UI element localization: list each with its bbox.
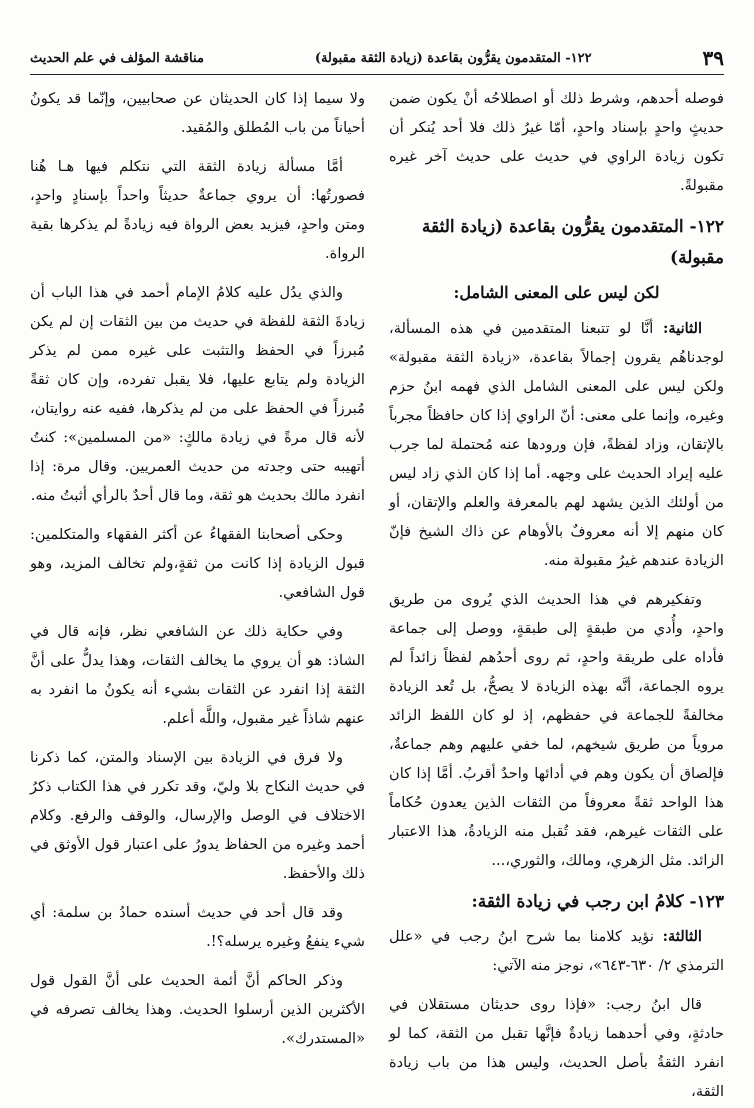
paragraph-text: نؤيد كلامنا بما شرح ابنُ رجب في «علل الترمذي ٢/ ٦٣٠-٦٤٣»، نوجز منه الآتي: — [389, 928, 724, 974]
right-column — [389, 84, 724, 1100]
page-number: ٣٩ — [702, 46, 724, 70]
paragraph: وحكى أصحابنا الفقهاءُ عن أكثر الفقهاء والمتكلمين: قبول الزيادة إذا كانت من ثقةٍ،ولم تخالف المزيد، وهو قول الشافعي. — [30, 526, 365, 601]
section-heading-123: ١٢٣- كلامُ ابن رجب في زيادة الثقة: — [471, 892, 724, 912]
paragraph: وقد قال أحد في حديث أسنده حمادُ بن سلمة: أي شيء ينفعُ وغيره يرسله؟!. — [30, 904, 365, 950]
paragraph-lead: الثانية: — [662, 320, 703, 337]
paragraph: ولا سيما إذا كان الحديثان عن صحابيين، وإنّما قد يكونُ أحياناً من باب المُطلق والمُقيد. — [30, 90, 365, 136]
paragraph-lead: الثالثة: — [662, 928, 702, 945]
paragraph: فوصله أحدهم، وشرط ذلك أو اصطلاحُه أنْ يكون ضمن حديثٍ واحدٍ بإسناد واحدٍ، أمّا غيرُ ذلك فلا أحد يُنكر أن تكون زيادة الراوي في حديث على حديث آخر غيره مقبولةً. — [389, 90, 724, 194]
page-header — [30, 44, 724, 72]
paragraph — [389, 314, 724, 575]
paragraph — [389, 922, 724, 980]
paragraph-text: أنَّا لو تتبعنا المتقدمين في هذه المسألة، لوجدناهُم يقرون إجمالاً بقاعدة، «زيادة الثقة مقبولة» ولكن ليس على المعنى الشامل الذي فهمه ابنُ حزم وغيره، وإنما على معنى: أنّ الراوي إذا كان حافظاً مجرباً بالإتقان، وزاد لفظةً، فإن ورودها عنه مُحتملة لما جرب عليه إيراد الحديث على وجهه. أما إذا كان الذي زاد ليس من أولئك الذين يشهد لهم بالمعرفة والعلم والإتقان، أو كان منهم إلا أنه معروفٌ بالأوهام عن ذاك الشيخ فإنّ الزيادة عندهم غيرُ مقبولة منه. — [389, 320, 724, 569]
header-rule — [30, 74, 724, 75]
running-title: ١٢٢- المتقدمون يقرُّون بقاعدة (زيادة الثقة مقبولة) — [314, 50, 592, 66]
book-title: مناقشة المؤلف في علم الحديث — [30, 50, 204, 66]
paragraph: قال ابنُ رجب: «فإذا روى حديثان مستقلان في حادثةٍ، وفي أحدهما زيادةٌ فإنَّها تقبل من الثقة، كما لو انفرد الثقةُ بأصل الحديث، وليس هذا من باب زيادة الثقة، — [389, 996, 724, 1100]
section-subheading-122: لكن ليس على المعنى الشامل: — [453, 283, 660, 302]
paragraph: والذي يدُل عليه كلامُ الإمام أحمد في هذا الباب أن زيادةَ الثقة للفظة في حديث من بين الثقات إن لم يكن مُبرزاً في الحفظ والتثبت على غيره ممن لم يذكر الزيادة ولم يتابع عليها، فلا يقبل تفرده، وإن كان ثقةً مُبرزاً في الحفظ على من لم يذكرها، ففيه عنه روايتان، لأنه قال مرةً في زيادة مالكٍ: «من المسلمين»: كنتُ أتهيبه حتى وجدته من حديث العمريين. وقال مرة: إذا انفرد مالك بحديث هو ثقة، وما قال أحدٌ بالرأي أثبتُ منه. — [30, 284, 365, 504]
paragraph: وتفكيرهم في هذا الحديث الذي يُروى من طريق واحدٍ، وأُدي من طبقةٍ إلى طبقةٍ، ووصل إلى جماعة فأداه على طريقة واحدٍ، ثم روى أحدُهم لفظاً زائداً لم يروه الجماعة، أنَّه بهذه الزيادة لا يصحُّ، بل تُعد الزيادة مخالفةً للجماعة في حفظهم، إذ لو كان اللفظ الزائد مروياً من طريق شيخهم، لما خفي عليهم وهم جماعةٌ، فإلصاق أن يكون وهم في أدائها واحدٌ أقربُ. أمَّا إذا كان هذا الواحد ثقةً معروفاً من الثقات الذين يعدون حُكاماً على الثقات غيرهم، فقد تُقبل منه الزيادةُ، هذا الاعتبار الزائد. مثل الزهري، ومالك، والثوري،... — [389, 591, 724, 869]
paragraph: وذكر الحاكم أنَّ أئمة الحديث على أنَّ القول قول الأكثرين الذين أرسلوا الحديث. وهذا يخالف تصرفه في «المستدرك». — [30, 972, 365, 1047]
section-heading-122: ١٢٢- المتقدمون يقرُّون بقاعدة (زيادة الثقة مقبولة) — [421, 217, 724, 268]
left-column — [30, 84, 365, 1088]
paragraph: ولا فرق في الزيادة بين الإسناد والمتن، كما ذكرنا في حديث النكاح بلا وليّ، وقد تكرر في هذا الكتاب ذكرُ الاختلاف في الوصل والإرسال، والوقف والرفع. وكلام أحمد وغيره من الحفاظ يدورُ على اعتبار قول الأوثق في ذلك والأحفظ. — [30, 749, 365, 882]
paragraph: وفي حكاية ذلك عن الشافعي نظر، فإنه قال في الشاذ: هو أن يروي ما يخالف الثقات، وهذا يدلُّ على أنَّ الثقة إذا انفرد عن الثقات بشيء أنه يكونُ ما انفرد به عنهم شاذاً غير مقبول، واللَّه أعلم. — [30, 623, 365, 727]
paragraph: أمَّا مسألة زيادة الثقة التي نتكلم فيها هـا هُنا فصورتُها: أن يروي جماعةٌ حديثاً واحداً بإسنادٍ واحدٍ، ومتن واحدٍ، فيزيد بعض الرواة فيه زيادةً لم يذكرها بقية الرواة. — [30, 158, 365, 262]
